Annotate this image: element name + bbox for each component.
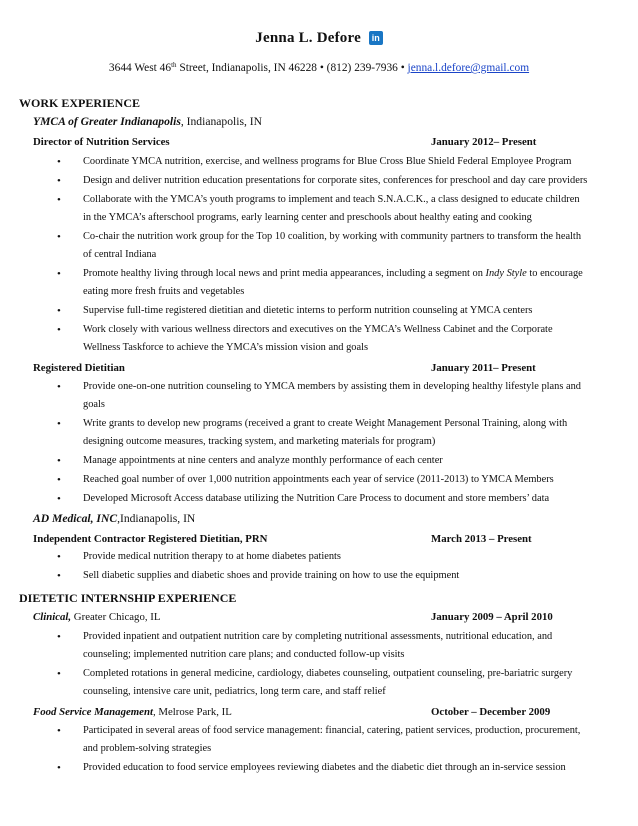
list-item (69, 267, 583, 281)
role-food-service (33, 705, 553, 719)
person-name: Jenna L. Defore (255, 30, 361, 46)
role-title: Independent Contractor Registered Dietitian, PRN (33, 533, 268, 545)
list-item-text: Provide medical nutrition therapy to at home diabetes patients (83, 551, 341, 562)
list-item-continuation: designing outcome measures, tracking system, and marketing materials for program) (83, 436, 436, 447)
org-name: YMCA of Greater Indianapolis (33, 115, 181, 128)
list-item-text: Developed Microsoft Access database utilizing the Nutrition Care Process to document and store members’ data (83, 493, 550, 504)
role-date: January 2012– Present (431, 136, 537, 148)
list-item (69, 193, 580, 207)
role-date: January 2011– Present (431, 362, 536, 374)
list-item-text: Coordinate YMCA nutrition, exercise, and wellness programs for Blue Cross Blue Shield Federal Employee Program (83, 156, 572, 167)
org-location: , Indianapolis, IN (180, 115, 262, 128)
linkedin-icon[interactable]: in (369, 31, 383, 45)
list-item (69, 667, 572, 681)
list-item-text: Provided education to food service employees reviewing diabetes and the diabetic diet through an in-service session (83, 762, 566, 773)
org-name: Clinical, (33, 611, 72, 623)
org-ad-medical (33, 512, 195, 526)
list-item-text: Supervise full-time registered dietitian and dietetic interns to perform nutrition counseling at YMCA centers (83, 305, 533, 316)
address-sup: th (171, 61, 177, 69)
role-date: March 2013 – Present (431, 533, 532, 545)
list-item-text: Reached goal number of over 1,000 nutrition appointments each year of service (2011-2013) to YMCA Members (83, 474, 554, 485)
list-item-continuation: counseling, intensive care unit, pediatrics, long term care, and staff relief (83, 686, 386, 697)
email-link[interactable]: jenna.l.defore@gmail.com (407, 62, 530, 74)
list-item-text: Sell diabetic supplies and diabetic shoes and provide training on how to use the equipment (83, 570, 460, 581)
list-item (69, 380, 581, 394)
role-title: Director of Nutrition Services (33, 136, 170, 148)
list-item-text: Collaborate with the YMCA’s youth programs to implement and teach S.N.A.C.K., a class designed to educate children (83, 194, 580, 205)
list-item (69, 473, 554, 487)
list-item-continuation: Wellness Taskforce to achieve the YMCA’s mission vision and goals (83, 342, 368, 353)
org-location: ,Indianapolis, IN (117, 512, 196, 525)
indy-style-italic: Indy Style (485, 268, 527, 279)
list-item-continuation: eating more fresh fruits and vegetables (83, 286, 245, 297)
list-item-text: Provided inpatient and outpatient nutrition care by completing nutritional assessments, nutritional education, and (83, 631, 553, 642)
list-item-continuation: and problem-solving strategies (83, 743, 212, 754)
org-location: , Melrose Park, IL (152, 706, 232, 718)
role-registered-dietitian (33, 361, 553, 375)
list-item (69, 630, 552, 644)
list-item (69, 304, 532, 318)
list-item-text-b: to encourage (526, 268, 583, 279)
address-street: 3644 West 46 (108, 62, 172, 74)
list-item-continuation: in the YMCA’s afterschool programs, early learning center and preschools about healthy eating and cooking (83, 212, 532, 223)
org-name: AD Medical, INC (33, 512, 118, 525)
list-item (69, 174, 587, 188)
list-item-text: Provide one-on-one nutrition counseling to YMCA members by assisting them in developing healthy lifestyle plans and (83, 381, 581, 392)
list-item-text: Write grants to develop new programs (received a grant to create Weight Management Personal Training, along with (83, 418, 568, 429)
list-item-text: Manage appointments at nine centers and analyze monthly performance of each center (83, 455, 443, 466)
list-item (69, 230, 581, 244)
org-location: Greater Chicago, IL (71, 611, 161, 623)
list-item (69, 569, 459, 583)
list-item (69, 761, 566, 775)
list-item-continuation: goals (83, 399, 105, 410)
list-item (69, 155, 571, 169)
org-name: Food Service Management (33, 706, 153, 718)
list-item (69, 550, 341, 564)
list-item-text: Participated in several areas of food service management: financial, catering, patient services, production, procurement, (83, 725, 581, 736)
role-title: Registered Dietitian (33, 362, 125, 374)
section-title-internship: DIETETIC INTERNSHIP EXPERIENCE (19, 591, 237, 605)
contact-line (0, 61, 638, 75)
address-rest: Street, Indianapolis, IN 46228 • (812) 239-7936 • (176, 62, 408, 74)
list-item (69, 454, 443, 468)
list-item-text: Design and deliver nutrition education presentations for corporate sites, conferences for preschool and day care providers (83, 175, 588, 186)
header-name-row (0, 29, 638, 47)
org-ymca (33, 115, 262, 129)
list-item-text: Co-chair the nutrition work group for the Top 10 coalition, by working with community partners to transform the health (83, 231, 582, 242)
role-date: January 2009 – April 2010 (431, 611, 553, 623)
role-clinical (33, 610, 553, 624)
list-item-text (83, 268, 583, 279)
list-item (69, 323, 553, 337)
list-item-text-a: Promote healthy living through local news and print media appearances, including a segment on (83, 268, 486, 279)
section-title-work: WORK EXPERIENCE (19, 96, 141, 110)
role-date: October – December 2009 (431, 706, 551, 718)
list-item-continuation: counseling; implemented nutrition care plans; and conducted follow-up visits (83, 649, 405, 660)
list-item-text: Completed rotations in general medicine, cardiology, diabetes counseling, outpatient counseling, pre-bariatric surgery (83, 668, 573, 679)
list-item (69, 492, 549, 506)
list-item-text: Work closely with various wellness directors and executives on the YMCA’s Wellness Cabinet and the Corporate (83, 324, 553, 335)
list-item (69, 417, 567, 431)
role-contractor (33, 532, 553, 546)
list-item-continuation: of central Indiana (83, 249, 157, 260)
list-item (69, 724, 580, 738)
role-director (33, 135, 553, 149)
